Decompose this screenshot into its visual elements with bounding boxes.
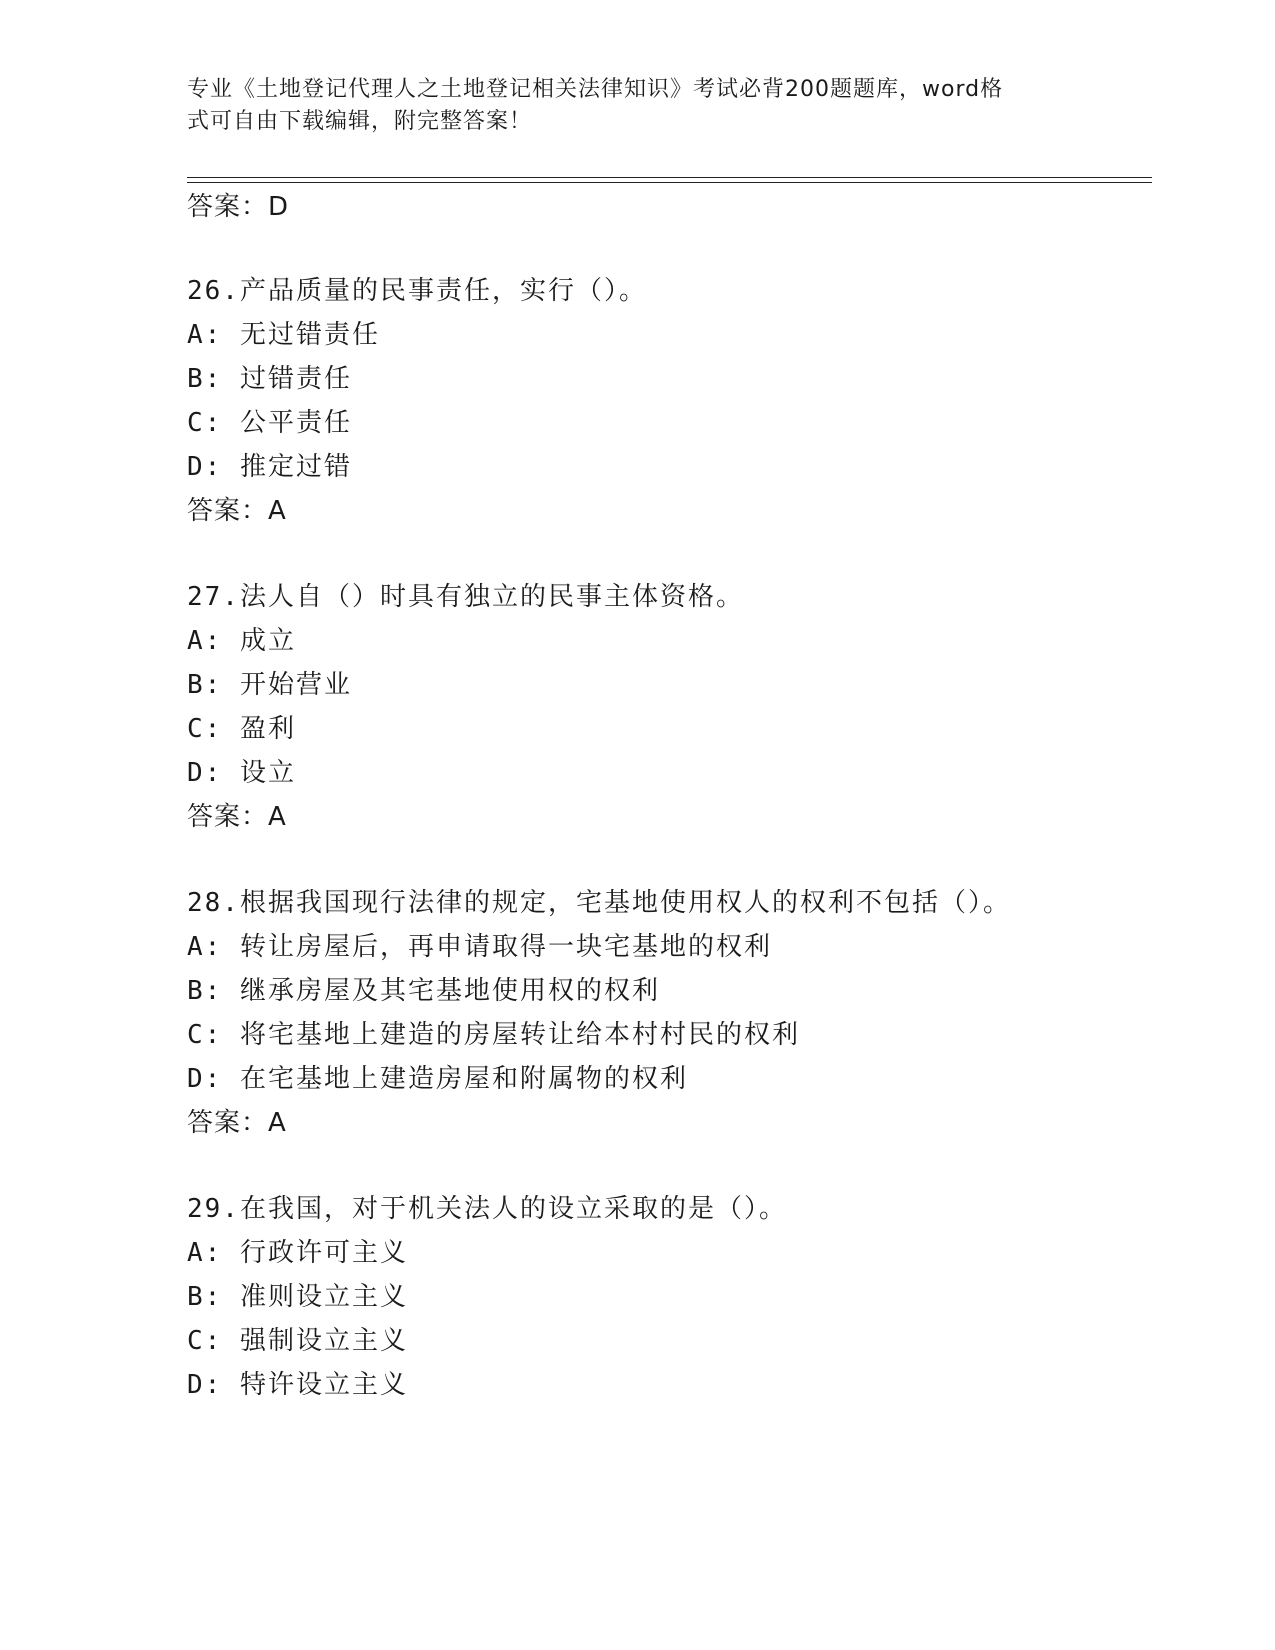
question-26-option-a: A: 无过错责任: [187, 320, 380, 350]
question-26-option-c: C: 公平责任: [187, 408, 352, 438]
question-26-option-d: D: 推定过错: [187, 452, 352, 482]
question-28-option-a: A: 转让房屋后，再申请取得一块宅基地的权利: [187, 932, 772, 962]
question-26-answer: 答案：A: [187, 496, 287, 526]
question-29-stem: 29.在我国，对于机关法人的设立采取的是（）。: [187, 1194, 787, 1224]
question-27-option-d: D: 设立: [187, 758, 296, 788]
question-28-option-b: B: 继承房屋及其宅基地使用权的权利: [187, 976, 660, 1006]
answer-previous: 答案：D: [187, 192, 290, 222]
question-28-stem: 28.根据我国现行法律的规定，宅基地使用权人的权利不包括（）。: [187, 888, 1011, 918]
header-divider-top: [187, 177, 1152, 178]
question-26-option-b: B: 过错责任: [187, 364, 352, 394]
question-29-option-d: D: 特许设立主义: [187, 1370, 408, 1400]
question-28-option-d: D: 在宅基地上建造房屋和附属物的权利: [187, 1064, 688, 1094]
question-27-stem: 27.法人自（）时具有独立的民事主体资格。: [187, 582, 744, 612]
question-27-option-c: C: 盈利: [187, 714, 296, 744]
question-29-option-b: B: 准则设立主义: [187, 1282, 408, 1312]
question-29-option-a: A: 行政许可主义: [187, 1238, 408, 1268]
header-line-2: 式可自由下载编辑，附完整答案！: [187, 109, 533, 134]
question-27-option-a: A: 成立: [187, 626, 296, 656]
question-27-answer: 答案：A: [187, 802, 287, 832]
question-28-answer: 答案：A: [187, 1108, 287, 1138]
header-divider-bottom: [187, 182, 1152, 183]
question-26-stem: 26.产品质量的民事责任，实行（）。: [187, 276, 647, 306]
document-header: [187, 74, 1087, 138]
question-27-option-b: B: 开始营业: [187, 670, 352, 700]
header-line-1: 专业《土地登记代理人之土地登记相关法律知识》考试必背200题题库，word格: [187, 77, 1004, 102]
question-28-option-c: C: 将宅基地上建造的房屋转让给本村村民的权利: [187, 1020, 800, 1050]
question-29-option-c: C: 强制设立主义: [187, 1326, 408, 1356]
